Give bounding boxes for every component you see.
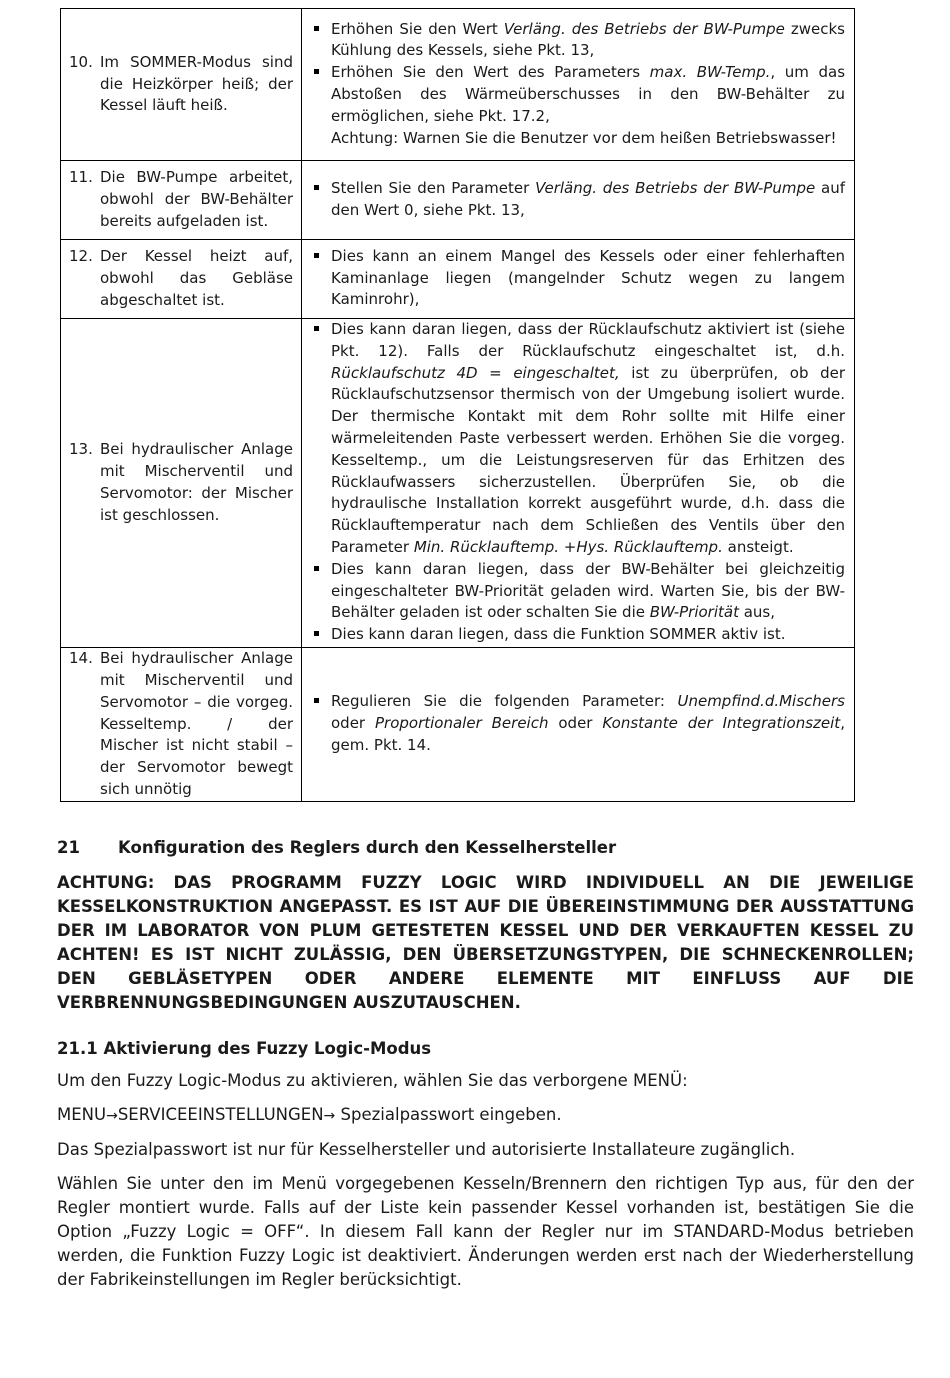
menu-path-service-settings: SERVICEEINSTELLUNGEN bbox=[117, 1105, 324, 1124]
solution-item bbox=[313, 62, 845, 127]
problem-description bbox=[69, 246, 293, 311]
problem-cell bbox=[61, 161, 302, 240]
table-row bbox=[61, 319, 855, 648]
problem-text: Die BW-Pumpe arbeitet, obwohl der BW-Behälter bereits aufgeladen ist. bbox=[100, 168, 293, 230]
solution-text: zwecks Kühlung des Kessels, siehe Pkt. 13, bbox=[331, 19, 845, 60]
problem-cell bbox=[61, 319, 302, 648]
solution-list bbox=[313, 246, 845, 311]
solution-cell bbox=[302, 240, 855, 319]
solution-text: , gem. Pkt. 14. bbox=[331, 714, 845, 754]
problem-number: 11. bbox=[69, 168, 93, 187]
solution-item bbox=[313, 19, 845, 63]
problem-text: Der Kessel heizt auf, obwohl das Gebläse abgeschaltet ist. bbox=[100, 247, 293, 309]
menu-path-menu: MENU bbox=[57, 1105, 107, 1124]
problem-description bbox=[69, 648, 293, 801]
solution-text: oder bbox=[548, 714, 603, 733]
parameter-name: BW-Priorität bbox=[649, 603, 739, 622]
solution-item bbox=[313, 624, 845, 646]
arrow-right-icon: → bbox=[106, 1108, 118, 1124]
problem-text: Im SOMMER-Modus sind die Heizkörper heiß; der Kessel läuft heiß. bbox=[100, 52, 293, 115]
problem-number: 12. bbox=[69, 247, 93, 266]
menu-path-password: Spezialpasswort eingeben. bbox=[335, 1105, 562, 1124]
section-title: Konfiguration des Reglers durch den Kesselhersteller bbox=[118, 838, 617, 857]
subsection-heading-21-1: 21.1 Aktivierung des Fuzzy Logic-Modus bbox=[57, 1039, 432, 1058]
table-row bbox=[61, 647, 855, 801]
solution-list bbox=[313, 178, 845, 222]
problem-cell bbox=[61, 240, 302, 319]
solution-text: Erhöhen Sie den Wert bbox=[331, 19, 504, 38]
solution-item bbox=[313, 178, 845, 222]
parameter-name: Min. Rücklauftemp. +Hys. Rücklauftemp. bbox=[413, 537, 723, 556]
solution-text: , um das Abstoßen des Wärmeüberschusses in den BW-Behälter zu ermöglichen, siehe Pkt. 17.2, bbox=[331, 63, 846, 125]
parameter-name: Rücklaufschutz 4D = eingeschaltet, bbox=[331, 363, 620, 382]
solution-item bbox=[313, 559, 845, 624]
solution-text: Dies kann daran liegen, dass die Funktion SOMMER aktiv ist. bbox=[331, 625, 786, 644]
solution-text: ist zu überprüfen, ob der Rücklaufschutzsensor thermisch von der Umgebung isoliert wurde. Der thermische Kontakt mit dem Rohr sollte mit Hilfe einer wärmeleitenden Paste verbessert werden. Erhöhen Sie die vorgeg. Kesseltemp., um die Leistungsreserven für das Erhitzen des Rücklaufwassers sicherzustellen. Überprüfen Sie, ob die hydraulische Installation korrekt ausgeführt wurde, d.h. dass die Rücklauftemperatur nach dem Schließen des Ventils über den Parameter bbox=[331, 363, 845, 556]
section-heading-21 bbox=[57, 836, 914, 860]
problem-description bbox=[69, 52, 293, 117]
arrow-right-icon: → bbox=[323, 1108, 336, 1124]
solution-text: aus, bbox=[738, 603, 776, 622]
solution-text: Erhöhen Sie den Wert des Parameters bbox=[331, 63, 650, 82]
solution-note: Achtung: Warnen Sie die Benutzer vor dem heißen Betriebswasser! bbox=[331, 128, 837, 147]
solution-cell bbox=[302, 319, 855, 648]
table-row bbox=[61, 240, 855, 319]
paragraph-password-access: Das Spezialpasswort ist nur für Kesselhersteller und autorisierte Installateure zugänglich. bbox=[57, 1140, 796, 1159]
table-row bbox=[61, 161, 855, 240]
parameter-name: Konstante der Integrationszeit bbox=[602, 714, 841, 733]
paragraph-menu-intro: Um den Fuzzy Logic-Modus zu aktivieren, wählen Sie das verborgene MENÜ: bbox=[57, 1071, 688, 1090]
solution-text: ansteigt. bbox=[722, 537, 794, 556]
parameter-name: Verläng. des Betriebs der BW-Pumpe bbox=[503, 19, 785, 38]
problem-number: 13. bbox=[69, 440, 93, 459]
paragraph-boiler-selection: Wählen Sie unter den im Menü vorgegebenen Kesseln/Brennern den richtigen Typ aus, für den der Regler montiert wurde. Falls auf der Liste kein passender Kessel vorhanden ist, bestätigen Sie die Option „Fuzzy Logic = OFF“. In diesem Fall kann der Regler nur im STANDARD-Modus betrieben werden, die Funktion Fuzzy Logic ist deaktiviert. Änderungen werden erst nach der Wiederherstellung der Fabrikeinstellungen im Regler berücksichtigt. bbox=[57, 1174, 914, 1289]
troubleshooting-table bbox=[60, 8, 855, 802]
problem-description bbox=[69, 439, 293, 526]
menu-path bbox=[57, 1103, 914, 1128]
problem-text: Bei hydraulischer Anlage mit Mischerventil und Servomotor – die vorgeg. Kesseltemp. / der Mischer ist nicht stabil – der Servomotor bewegt sich unnötig bbox=[100, 649, 293, 798]
solution-text: oder bbox=[331, 714, 375, 733]
solution-text: auf den Wert 0, siehe Pkt. 13, bbox=[331, 178, 846, 219]
solution-cell bbox=[302, 647, 855, 801]
warning-paragraph: ACHTUNG: DAS PROGRAMM FUZZY LOGIC WIRD INDIVIDUELL AN DIE JEWEILIGE KESSELKONSTRUKTION ANGEPASST. ES IST AUF DIE ÜBEREINSTIMMUNG DER AUSSTATTUNG DER IM LABORATOR VON PLUM GETESTETEN KESSEL UND DER VERKAUFTEN KESSEL ZU ACHTEN! ES IST NICHT ZULÄSSIG, DEN ÜBERSETZUNGSTYPEN, DIE SCHNECKENROLLEN; DEN GEBLÄSETYPEN ODER ANDERE ELEMENTE MIT EINFLUSS AUF DIE VERBRENNUNGSBEDINGUNGEN AUSZUTAUSCHEN. bbox=[57, 873, 914, 1012]
parameter-name: Unempfind.d.Mischers bbox=[677, 692, 845, 711]
problem-cell bbox=[61, 647, 302, 801]
solution-text: Stellen Sie den Parameter bbox=[331, 178, 536, 197]
solution-list bbox=[313, 19, 845, 150]
problem-number: 14. bbox=[69, 649, 93, 668]
parameter-name: Proportionaler Bereich bbox=[375, 714, 549, 733]
problem-cell bbox=[61, 9, 302, 161]
solution-text: Dies kann daran liegen, dass der BW-Behälter bei gleichzeitig eingeschalteter BW-Priorität geladen wird. Warten Sie, bis der BW-Behälter geladen ist oder schalten Sie die bbox=[331, 559, 845, 622]
solution-text: Dies kann daran liegen, dass der Rücklaufschutz aktiviert ist (siehe Pkt. 12). Falls der Rücklaufschutz eingeschaltet ist, d.h. bbox=[331, 320, 845, 360]
solution-cell bbox=[302, 161, 855, 240]
problem-number: 10. bbox=[69, 52, 93, 71]
solution-cell bbox=[302, 9, 855, 161]
troubleshooting-table-body bbox=[61, 9, 855, 802]
solution-list bbox=[313, 319, 845, 646]
problem-description bbox=[69, 167, 293, 232]
table-row bbox=[61, 9, 855, 161]
solution-list bbox=[313, 691, 845, 756]
solution-item bbox=[313, 691, 845, 756]
parameter-name: Verläng. des Betriebs der BW-Pumpe bbox=[535, 178, 816, 197]
solution-text: Regulieren Sie die folgenden Parameter: bbox=[331, 692, 678, 711]
solution-text: Dies kann an einem Mangel des Kessels oder einer fehlerhaften Kaminanlage liegen (mangelnder Schutz wegen zu langem Kaminrohr), bbox=[331, 246, 845, 309]
parameter-name: max. BW-Temp. bbox=[649, 63, 771, 82]
problem-text: Bei hydraulischer Anlage mit Mischerventil und Servomotor: der Mischer ist geschlossen. bbox=[100, 440, 293, 524]
solution-item bbox=[313, 319, 845, 559]
solution-item bbox=[313, 246, 845, 311]
section-number: 21 bbox=[57, 838, 80, 857]
